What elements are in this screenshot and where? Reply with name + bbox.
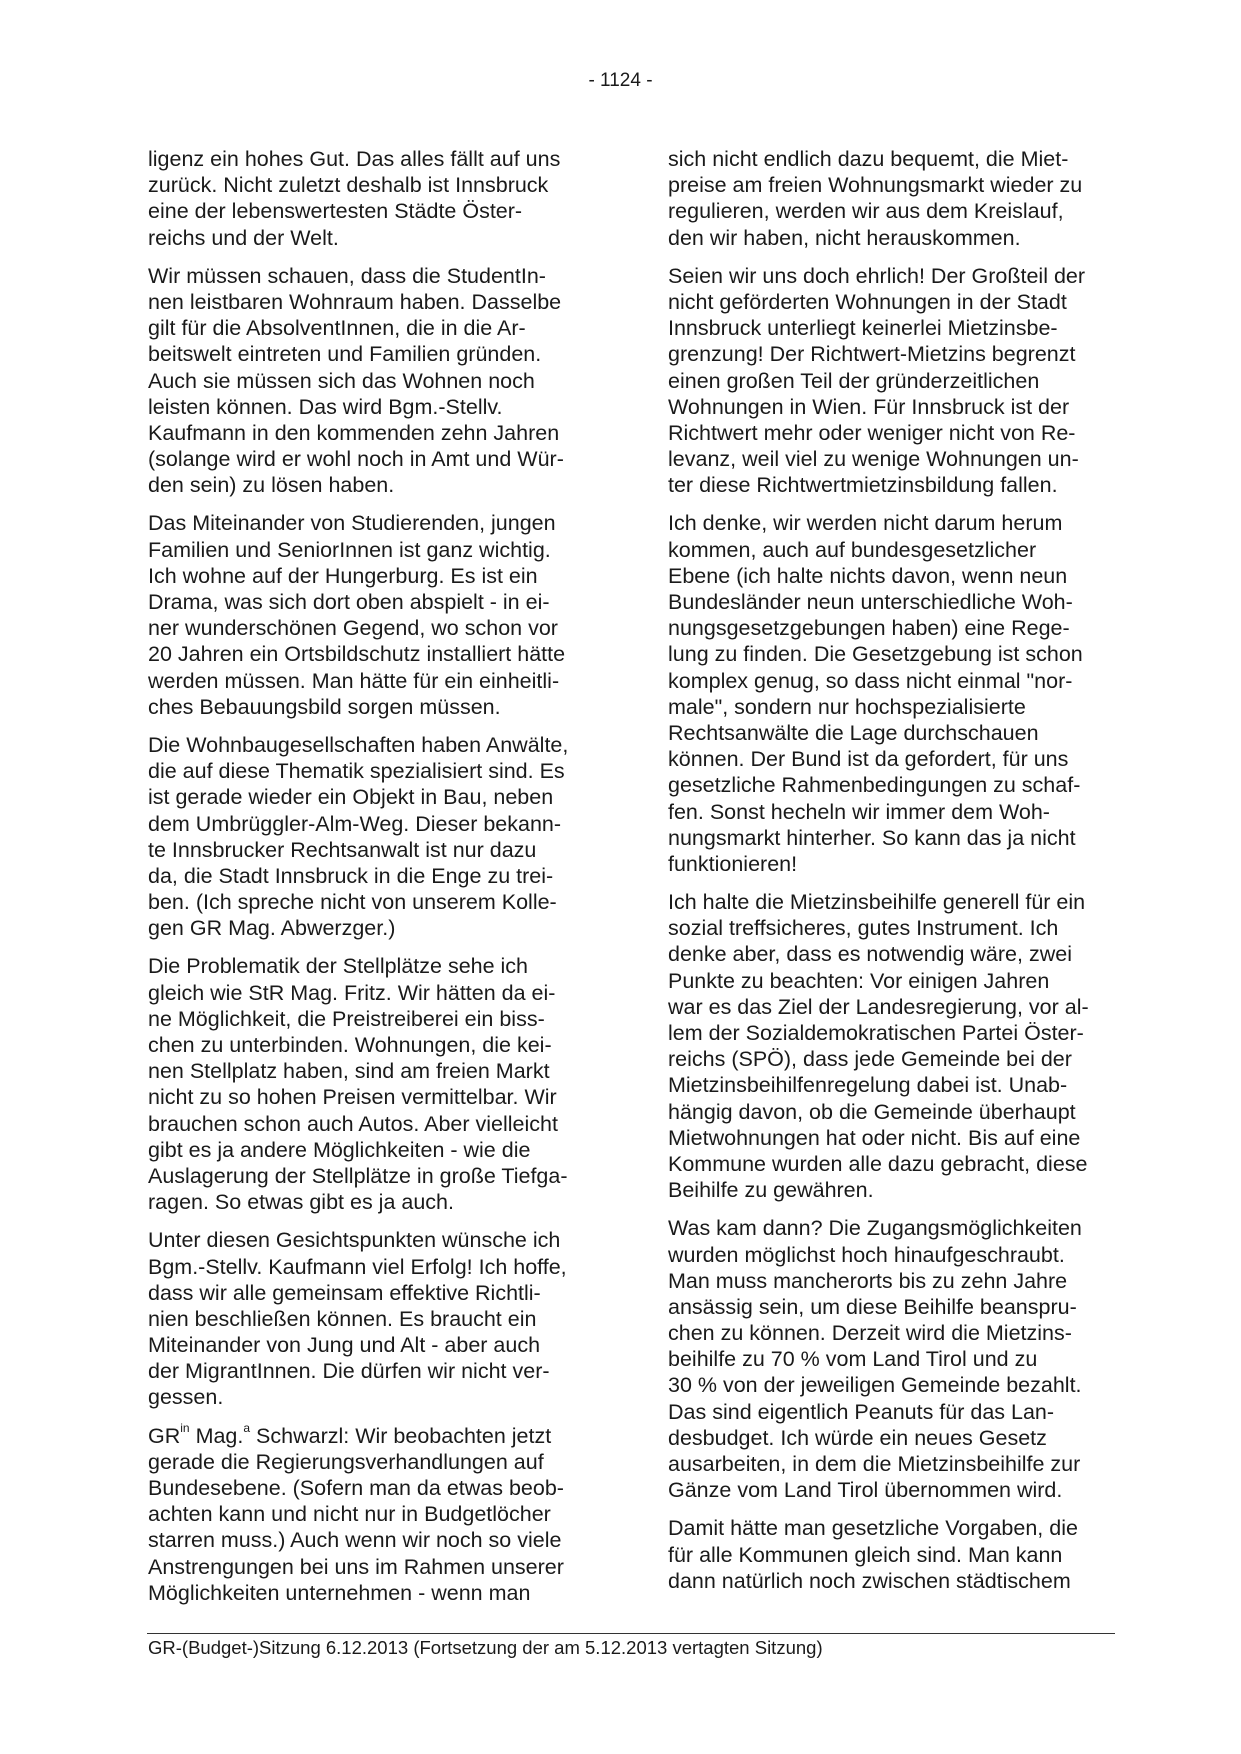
right-column bbox=[668, 146, 1113, 1606]
text-line: Möglichkeiten unternehmen - wenn man bbox=[148, 1580, 531, 1605]
text-line: reichs (SPÖ), dass jede Gemeinde bei der bbox=[668, 1047, 1072, 1072]
page-number: - 1124 - bbox=[588, 70, 653, 91]
text-line: Ebene (ich halte nichts davon, wenn neun bbox=[668, 563, 1068, 588]
footer-text: GR-(Budget-)Sitzung 6.12.2013 (Fortsetzung der am 5.12.2013 vertagten Sitzung) bbox=[148, 1637, 823, 1658]
text-line: beihilfe zu 70 % vom Land Tirol und zu bbox=[668, 1347, 1038, 1372]
text-line: funktionieren! bbox=[668, 851, 798, 876]
footer-divider bbox=[147, 1633, 1115, 1634]
text-line: ter diese Richtwertmietzinsbildung fallen. bbox=[668, 473, 1058, 498]
text-line: Das Miteinander von Studierenden, jungen bbox=[148, 511, 556, 536]
text-line: gilt für die AbsolventInnen, die in die Ar- bbox=[148, 316, 526, 341]
text-line: gleich wie StR Mag. Fritz. Wir hätten da ei- bbox=[148, 980, 556, 1005]
text-line: ragen. So etwas gibt es ja auch. bbox=[148, 1190, 454, 1215]
text-line: komplex genug, so dass nicht einmal "nor- bbox=[668, 668, 1073, 693]
text-line: ches Bebauungsbild sorgen müssen. bbox=[148, 694, 501, 719]
text-line: Bundesländer neun unterschiedliche Woh- bbox=[668, 590, 1073, 614]
text-line: den sein) zu lösen haben. bbox=[148, 473, 395, 498]
left-column bbox=[148, 146, 593, 1618]
text-line: sich nicht endlich dazu bequemt, die Miet- bbox=[668, 147, 1069, 171]
text-line: Unter diesen Gesichtspunkten wünsche ich bbox=[148, 1228, 561, 1253]
paragraph bbox=[668, 263, 1113, 499]
text-line: chen zu unterbinden. Wohnungen, die kei- bbox=[148, 1033, 552, 1057]
text-line: Punkte zu beachten: Vor einigen Jahren bbox=[668, 968, 1050, 993]
text-line: Richtwert mehr oder weniger nicht von Re- bbox=[668, 420, 1076, 445]
text-line: gen GR Mag. Abwerzger.) bbox=[148, 916, 396, 941]
text-line: nien beschließen können. Es braucht ein bbox=[148, 1306, 537, 1331]
paragraph bbox=[668, 1515, 1113, 1594]
text-line: Innsbruck unterliegt keinerlei Mietzinsbe- bbox=[668, 316, 1058, 341]
speaker-title-sup: in bbox=[180, 1421, 190, 1436]
text-line: Die Wohnbaugesellschaften haben Anwälte, bbox=[148, 732, 569, 757]
text-line: chen zu können. Derzeit wird die Mietzins- bbox=[668, 1321, 1072, 1346]
paragraph bbox=[668, 510, 1113, 877]
text-line: beitswelt eintreten und Familien gründen. bbox=[148, 342, 542, 367]
text-line: (solange wird er wohl noch in Amt und Wür- bbox=[148, 447, 564, 472]
text-line: können. Der Bund ist da gefordert, für uns bbox=[668, 747, 1069, 772]
text-line: ausarbeiten, in dem die Mietzinsbeihilfe zur bbox=[668, 1452, 1081, 1476]
text-line: gesetzliche Rahmenbedingungen zu schaf- bbox=[668, 773, 1081, 798]
text-line: da, die Stadt Innsbruck in die Enge zu trei- bbox=[148, 863, 554, 888]
paragraph bbox=[668, 889, 1113, 1203]
text-line: ligenz ein hohes Gut. Das alles fällt auf uns bbox=[148, 147, 561, 171]
text-line: reichs und der Welt. bbox=[148, 225, 339, 250]
text-line: brauchen schon auch Autos. Aber vielleicht bbox=[148, 1111, 558, 1136]
text-line: nicht zu so hohen Preisen vermittelbar. Wir bbox=[148, 1085, 557, 1110]
text-line: ben. (Ich spreche nicht von unserem Kolle- bbox=[148, 890, 557, 915]
text-line: regulieren, werden wir aus dem Kreislauf, bbox=[668, 199, 1064, 224]
text-line: Seien wir uns doch ehrlich! Der Großteil der bbox=[668, 263, 1086, 288]
text-line: nicht geförderten Wohnungen in der Stadt bbox=[668, 289, 1067, 314]
text-line: ner wunderschönen Gegend, wo schon vor bbox=[148, 616, 558, 641]
text-line: einen großen Teil der gründerzeitlichen bbox=[668, 368, 1040, 393]
text-line: Wohnungen in Wien. Für Innsbruck ist der bbox=[668, 394, 1070, 419]
text-line: preise am freien Wohnungsmarkt wieder zu bbox=[668, 173, 1083, 198]
text-line: Bgm.-Stellv. Kaufmann viel Erfolg! Ich hoffe, bbox=[148, 1254, 567, 1279]
speaker-degree: Mag. bbox=[189, 1423, 244, 1448]
text-line: Die Problematik der Stellplätze sehe ich bbox=[148, 954, 529, 979]
paragraph bbox=[148, 510, 593, 720]
text-line: den wir haben, nicht herauskommen. bbox=[668, 225, 1021, 250]
text-line: lung zu finden. Die Gesetzgebung ist schon bbox=[668, 642, 1083, 667]
text-line: eine der lebenswertesten Städte Öster- bbox=[148, 199, 523, 224]
text-line: dass wir alle gemeinsam effektive Richtli- bbox=[148, 1280, 541, 1305]
text-line: wurden möglichst hoch hinaufgeschraubt. bbox=[668, 1242, 1065, 1267]
text-line: Damit hätte man gesetzliche Vorgaben, die bbox=[668, 1516, 1078, 1541]
text-line: dem Umbrüggler-Alm-Weg. Dieser bekann- bbox=[148, 811, 562, 836]
text-line: nen Stellplatz haben, sind am freien Markt bbox=[148, 1059, 550, 1084]
paragraph bbox=[148, 732, 593, 942]
text-line: grenzung! Der Richtwert-Mietzins begrenzt bbox=[668, 342, 1076, 367]
text-line: Man muss mancherorts bis zu zehn Jahre bbox=[668, 1268, 1068, 1293]
paragraph bbox=[148, 263, 593, 499]
text-line: werden müssen. Man hätte für ein einheitli- bbox=[148, 668, 560, 693]
text-line: levanz, weil viel zu wenige Wohnungen un- bbox=[668, 447, 1079, 472]
text-line: Beihilfe zu gewähren. bbox=[668, 1178, 874, 1203]
text-line: sozial treffsicheres, gutes Instrument. Ich bbox=[668, 916, 1059, 941]
text-line: Wir müssen schauen, dass die StudentIn- bbox=[148, 263, 546, 288]
text-line: nen leistbaren Wohnraum haben. Dasselbe bbox=[148, 289, 562, 314]
text-line: Familien und SeniorInnen ist ganz wichtig. bbox=[148, 537, 551, 562]
text-line: Mietwohnungen hat oder nicht. Bis auf eine bbox=[668, 1125, 1081, 1150]
speaker-name: Schwarzl bbox=[250, 1423, 344, 1448]
text-line: gibt es ja andere Möglichkeiten - wie die bbox=[148, 1137, 531, 1162]
text-line: der MigrantInnen. Die dürfen wir nicht ver- bbox=[148, 1359, 550, 1384]
text-line: Drama, was sich dort oben abspielt - in ei- bbox=[148, 590, 550, 614]
text-line: war es das Ziel der Landesregierung, vor al- bbox=[668, 994, 1089, 1019]
text-line: hängig davon, ob die Gemeinde überhaupt bbox=[668, 1099, 1076, 1124]
speaker-title: GR bbox=[148, 1423, 181, 1448]
text-line: die auf diese Thematik spezialisiert sind. Es bbox=[148, 759, 565, 784]
speaker-degree-sup: a bbox=[243, 1421, 251, 1436]
text-line: Auslagerung der Stellplätze in große Tiefga- bbox=[148, 1163, 568, 1188]
speaker-first-line bbox=[148, 1423, 593, 1449]
text-line: für alle Kommunen gleich sind. Man kann bbox=[668, 1542, 1063, 1567]
text-line: Miteinander von Jung und Alt - aber auch bbox=[148, 1333, 541, 1358]
text-line: Ich halte die Mietzinsbeihilfe generell für ein bbox=[668, 890, 1086, 915]
paragraph bbox=[148, 1227, 593, 1410]
text-line: Auch sie müssen sich das Wohnen noch bbox=[148, 368, 535, 393]
text-line: dann natürlich noch zwischen städtischem bbox=[668, 1568, 1071, 1593]
text-line: male", sondern nur hochspezialisierte bbox=[668, 694, 1026, 719]
text-line: Ich wohne auf der Hungerburg. Es ist ein bbox=[148, 563, 538, 588]
text-line: Rechtsanwälte die Lage durchschauen bbox=[668, 720, 1039, 745]
speaker-first-line-text: : Wir beobachten jetzt bbox=[343, 1423, 552, 1448]
speaker-paragraph bbox=[148, 1423, 593, 1606]
text-line: gessen. bbox=[148, 1385, 224, 1410]
text-line: nungsmarkt hinterher. So kann das ja nicht bbox=[668, 825, 1076, 850]
text-line: Was kam dann? Die Zugangsmöglichkeiten bbox=[668, 1216, 1082, 1241]
text-line: Kommune wurden alle dazu gebracht, diese bbox=[668, 1151, 1088, 1176]
text-line: nungsgesetzgebungen haben) eine Rege- bbox=[668, 616, 1070, 641]
text-line: Mietzinsbeihilfenregelung dabei ist. Unab- bbox=[668, 1073, 1068, 1098]
text-line: ansässig sein, um diese Beihilfe beanspru- bbox=[668, 1294, 1077, 1319]
text-line: ist gerade wieder ein Objekt in Bau, neben bbox=[148, 785, 554, 810]
text-line: Gänze vom Land Tirol übernommen wird. bbox=[668, 1478, 1063, 1503]
text-line: te Innsbrucker Rechtsanwalt ist nur dazu bbox=[148, 837, 537, 862]
text-line: Kaufmann in den kommenden zehn Jahren bbox=[148, 420, 560, 445]
text-line: 30 % von der jeweiligen Gemeinde bezahlt. bbox=[668, 1373, 1082, 1398]
text-line: denke aber, dass es notwendig wäre, zwei bbox=[668, 942, 1072, 967]
text-line: Bundesebene. (Sofern man da etwas beob- bbox=[148, 1476, 564, 1500]
paragraph bbox=[668, 146, 1113, 251]
paragraph bbox=[668, 1215, 1113, 1503]
text-line: achten kann und nicht nur in Budgetlöcher bbox=[148, 1502, 551, 1527]
paragraph bbox=[148, 146, 593, 251]
paragraph bbox=[148, 953, 593, 1215]
text-line: starren muss.) Auch wenn wir noch so viele bbox=[148, 1528, 562, 1553]
text-line: 20 Jahren ein Ortsbildschutz installiert hätte bbox=[148, 642, 566, 667]
text-line: kommen, auch auf bundesgesetzlicher bbox=[668, 537, 1037, 562]
text-line: Anstrengungen bei uns im Rahmen unserer bbox=[148, 1554, 564, 1579]
text-line: zurück. Nicht zuletzt deshalb ist Innsbruck bbox=[148, 173, 549, 198]
text-line: ne Möglichkeit, die Preistreiberei ein biss- bbox=[148, 1006, 545, 1031]
text-line: gerade die Regierungsverhandlungen auf bbox=[148, 1449, 544, 1474]
text-line: Das sind eigentlich Peanuts für das Lan- bbox=[668, 1399, 1055, 1424]
text-line: leisten können. Das wird Bgm.-Stellv. bbox=[148, 394, 503, 419]
text-line: desbudget. Ich würde ein neues Gesetz bbox=[668, 1425, 1047, 1450]
text-line: lem der Sozialdemokratischen Partei Öster- bbox=[668, 1021, 1084, 1045]
text-line: Ich denke, wir werden nicht darum herum bbox=[668, 511, 1063, 536]
text-line: fen. Sonst hecheln wir immer dem Woh- bbox=[668, 799, 1050, 824]
